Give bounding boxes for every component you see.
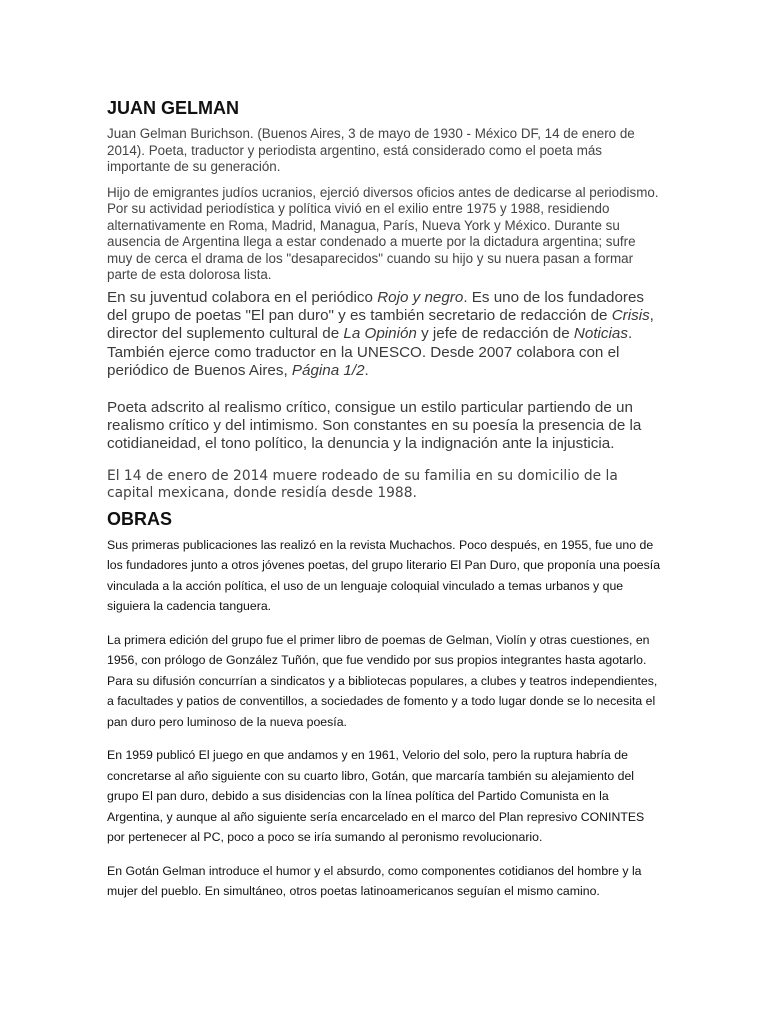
youth-text-5: . También ejerce como traductor en la UNESCO. Desde 2007 colabora con el periódico de Buenos Aires,: [107, 325, 633, 380]
works-paragraph-2: La primera edición del grupo fue el primer libro de poemas de Gelman, Violín y otras cuestiones, en 1956, con prólogo de González Tuñón, que fue vendido por sus propios integrantes hasta agotarlo. Para su difusión concurrían a sindicatos y a bibliotecas populares, a clubes y teatros independientes, a facultades y patios de conventillos, a sociedades de fomento y a todo lugar donde se lo necesita el pan duro pero luminoso de la nueva poesía.: [107, 632, 658, 729]
youth-italic-rojo-y-negro: Rojo y negro: [377, 288, 464, 306]
youth-text-2: . Es uno de los fundadores del grupo de poetas "El pan duro" y es también secretario de redacción de: [107, 288, 644, 324]
page-title: JUAN GELMAN: [107, 98, 240, 118]
youth-italic-la-opinion: La Opinión: [343, 325, 417, 343]
works-paragraph-4: En Gotán Gelman introduce el humor y el absurdo, como componentes cotidianos del hombre y la mujer del pueblo. En simultáneo, otros poetas latinoamericanos seguían el mismo camino.: [107, 863, 642, 899]
youth-italic-pagina-12: Página 1/2: [291, 362, 365, 380]
bio-exile-paragraph: Hijo de emigrantes judíos ucranios, ejerció diversos oficios antes de dedicarse al periodismo. Por su actividad periodística y política vivió en el exilio entre 1975 y 1988, residiendo alternativamente en Roma, Madrid, Managua, París, Nueva York y México. Durante su ausencia de Argentina llega a estar condenado a muerte por la dictadura argentina; sufre muy de cerca el drama de los "desaparecidos" cuando su hijo y su nuera pasan a formar parte de esta dolorosa lista.: [107, 184, 659, 282]
document-body: [107, 96, 662, 902]
youth-italic-crisis: Crisis: [611, 306, 650, 324]
works-paragraph-3: En 1959 publicó El juego en que andamos y en 1961, Velorio del solo, pero la ruptura habría de concretarse al año siguiente con su cuarto libro, Gotán, que marcaría también su alejamiento del grupo El pan duro, debido a sus disidencias con la línea política del Partido Comunista en la Argentina, y aunque al año siguiente sería encarcelado en el marco del Plan represivo CONINTES por pertenecer al PC, poco a poco se iría sumando al peronismo revolucionario.: [107, 748, 645, 845]
youth-text-6: .: [364, 362, 369, 380]
style-paragraph: Poeta adscrito al realismo crítico, consigue un estilo particular partiendo de un realismo crítico y del intimismo. Son constantes en su poesía la presencia de la cotidianeidad, el tono político, la denuncia y la indignación ante la injusticia.: [107, 398, 642, 453]
youth-text-1: En su juventud colabora en el periódico: [107, 288, 378, 306]
bio-intro-paragraph: Juan Gelman Burichson. (Buenos Aires, 3 de mayo de 1930 - México DF, 14 de enero de 2014). Poeta, traductor y periodista argentino, está considerado como el poeta más importante de su generación.: [107, 126, 635, 174]
youth-text-4: y jefe de redacción de: [416, 325, 574, 343]
death-paragraph: El 14 de enero de 2014 muere rodeado de su familia en su domicilio de la capital mexicana, donde residía desde 1988.: [107, 467, 618, 502]
youth-italic-noticias: Noticias: [573, 325, 628, 343]
youth-text-3: , director del suplemento cultural de: [107, 306, 654, 343]
works-paragraph-1: Sus primeras publicaciones las realizó en la revista Muchachos. Poco después, en 1955, fue uno de los fundadores junto a otros jóvenes poetas, del grupo literario El Pan Duro, que proponía una poesía vinculada a la acción política, el uso de un lenguaje coloquial vinculado a temas urbanos y que siguiera la cadencia tanguera.: [107, 537, 661, 614]
works-heading: OBRAS: [107, 508, 173, 529]
youth-paragraph: [107, 289, 662, 381]
